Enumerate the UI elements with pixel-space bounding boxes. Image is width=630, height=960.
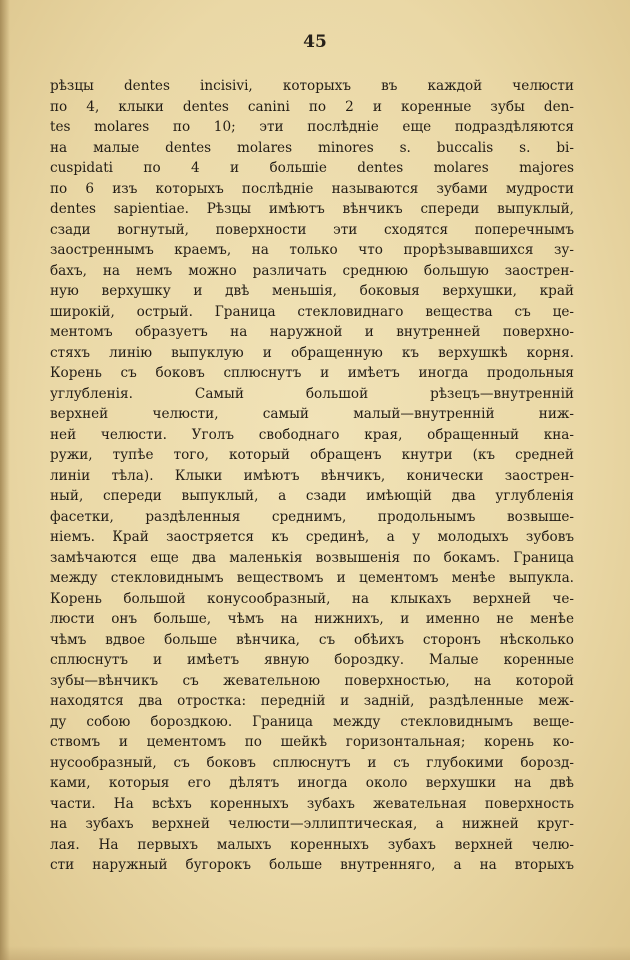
text-line: ду собою бороздкою. Граница между стекловиднымъ веще-: [50, 713, 574, 730]
text-line: ментомъ образуетъ на наружной и внутренней поверхно-: [50, 324, 574, 340]
text-line: Корень съ боковъ сплюснутъ и имѣетъ иногда продольныя: [50, 365, 574, 381]
text-line: фасетки, раздѣленныя среднимъ, продольнымъ возвыше-: [50, 508, 574, 525]
text-line: нусообразный, съ боковъ сплюснутъ и съ глубокими борозд-: [50, 754, 574, 771]
text-line: tes molares по 10; эти послѣдніе еще подраздѣляются: [50, 119, 574, 135]
text-line: бахъ, на немъ можно различать среднюю большую заострен-: [50, 262, 574, 279]
text-line: Корень большой конусообразный, на клыкахъ верхней че-: [50, 590, 574, 607]
text-line: углубленія. Самый большой рѣзецъ—внутренній: [50, 385, 574, 402]
text-line: ный, спереди выпуклый, а сзади имѣющій два углубленія: [50, 488, 574, 504]
text-line: ніемъ. Край заостряется къ срединѣ, а у молодыхъ зубовъ: [50, 529, 574, 545]
text-line: части. На всѣхъ коренныхъ зубахъ жевательная поверхность: [50, 795, 574, 812]
text-line: чѣмъ вдвое больше вѣнчика, съ обѣихъ сторонъ нѣсколько: [50, 631, 574, 648]
text-line: ружи, тупѣе того, который обращенъ кнутри (къ средней: [50, 447, 574, 463]
text-line: cuspidati по 4 и большіе dentes molares majores: [50, 160, 574, 176]
text-line: сзади вогнутый, поверхности эти сходятся поперечнымъ: [50, 221, 574, 238]
text-line: заостреннымъ краемъ, на только что прорѣзывавшихся зу-: [50, 242, 574, 258]
text-line: на зубахъ верхней челюсти—эллиптическая, а нижней круг-: [50, 816, 574, 832]
text-line: ную верхушку и двѣ меньшія, боковыя верхушки, край: [50, 283, 574, 299]
text-line: находятся два отростка: передній и задній, раздѣленные меж-: [50, 693, 574, 709]
text-line: замѣчаются еще два маленькія возвышенія по бокамъ. Граница: [50, 549, 574, 566]
text-line: по 6 изъ которыхъ послѣдніе называются зубами мудрости: [50, 180, 574, 197]
text-line: зубы—вѣнчикъ съ жевательною поверхностью, на которой: [50, 672, 574, 689]
text-line: верхней челюсти, самый малый—внутренній ниж-: [50, 406, 574, 422]
text-line: на малые dentes molares minores s. buccalis s. bi-: [50, 139, 574, 156]
text-line: люсти онъ больше, чѣмъ на нижнихъ, и именно не менѣе: [50, 611, 574, 627]
text-line: сплюснутъ и имѣетъ явную бороздку. Малые коренные: [50, 652, 574, 668]
text-line: стяхъ линію выпуклую и обращенную къ верхушкѣ корня.: [50, 344, 574, 361]
text-line: dentes sapientiae. Рѣзцы имѣютъ вѣнчикъ спереди выпуклый,: [50, 201, 574, 217]
page-number: 45: [303, 32, 327, 52]
text-line: рѣзцы dentes incisivi, которыхъ въ каждой челюсти: [50, 78, 574, 94]
text-line: ней челюсти. Уголъ свободнаго края, обращенный кна-: [50, 426, 574, 443]
body-text: [50, 76, 574, 876]
text-line: лая. На первыхъ малыхъ коренныхъ зубахъ верхней челю-: [50, 836, 574, 853]
text-line: по 4, клыки dentes canini по 2 и коренные зубы den-: [50, 98, 574, 115]
text-line: линіи тѣла). Клыки имѣютъ вѣнчикъ, конически заострен-: [50, 467, 574, 484]
text-line: между стекловиднымъ веществомъ и цементомъ менѣе выпукла.: [50, 570, 574, 586]
text-line: сти наружный бугорокъ больше внутренняго, а на вторыхъ: [50, 857, 574, 873]
text-line: ствомъ и цементомъ по шейкѣ горизонтальная; корень ко-: [50, 734, 574, 750]
text-line: ками, которыя его дѣлятъ иногда около верхушки на двѣ: [50, 775, 574, 791]
text-line: широкій, острый. Граница стекловиднаго вещества съ це-: [50, 303, 574, 320]
